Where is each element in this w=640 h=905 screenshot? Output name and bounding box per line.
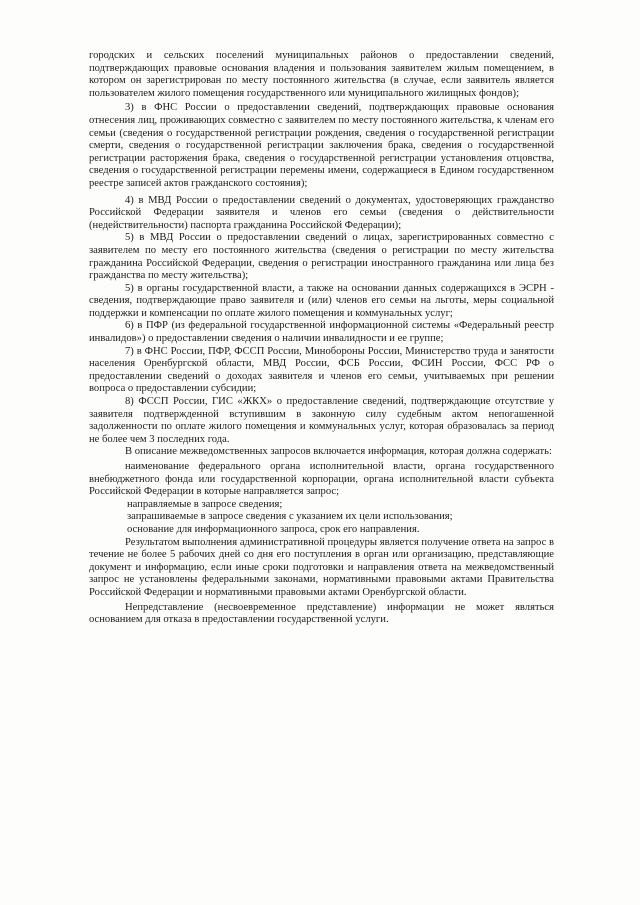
paragraph-item-8: 8) ФССП России, ГИС «ЖКХ» о предоставление сведений, подтверждающие отсутствие у заявителя подтвержденной вступившим в законную силу судебным актом непогашенной задолженности по оплате жилого помещения и коммунальных услуг, которая образовалась за период не более чем 3 последних года. xyxy=(89,396,554,445)
paragraph-item-5a: 5) в МВД России о предоставлении сведений о лицах, зарегистрированных совместно с заявителем по месту его постоянного жительства (сведения о регистрации по месту жительства гражданина Российской Федерации, сведения о регистрации иностранного гражданина или лица без гражданства по месту жительства); xyxy=(89,232,554,282)
paragraph-request-intro: В описание межведомственных запросов включается информация, которая должна содержать: xyxy=(125,446,552,458)
paragraph-non-submission: Непредставление (несвоевременное представление) информации не может являться основанием для отказа в предоставлении государственной услуги. xyxy=(89,601,554,626)
paragraph-item-7: 7) в ФНС России, ПФР, ФССП России, Минобороны России, Министерство труда и занятости населения Оренбургской области, МВД России, ФСБ России, ФСИН России, ФСС РФ о предоставлении сведений о доходах заявителя и членов его семьи, учитываемых при решении вопроса о предоставлении субсидии; xyxy=(89,345,554,395)
request-item-requested-data: запрашиваемые в запросе сведения с указанием их цели использования; xyxy=(127,511,453,523)
paragraph-request-authority: наименование федерального органа исполнительной власти, органа государственного внебюджетного фонда или государственной корпорации, органа исполнительной власти субъекта Российской Федерации в которые направляется запрос; xyxy=(89,461,554,498)
paragraph-result: Результатом выполнения административной процедуры является получение ответа на запрос в течение не более 5 рабочих дней со дня его поступления в орган или организацию, представляющие документ и информацию, если иные сроки подготовки и направления ответа на межведомственный запрос не установлены федеральными законами, нормативными правовыми актами Правительства Российской Федерации и нормативными правовыми актами Оренбургской области. xyxy=(89,536,554,598)
request-item-basis: основание для информационного запроса, срок его направления. xyxy=(127,523,420,535)
paragraph-item-6: 6) в ПФР (из федеральной государственной информационной системы «Федеральный реестр инвалидов») о предоставлении сведения о наличии инвалидности и ее группе; xyxy=(89,320,554,345)
paragraph-item-5b: 5) в органы государственной власти, а также на основании данных содержащихся в ЭСРН - сведения, подтверждающие право заявителя и (или) членов его семьи на льготы, меры социальной поддержки и компенсации по оплате жилого помещения и коммунальных услуг; xyxy=(89,282,554,319)
paragraph-continuation: городских и сельских поселений муниципальных районов о предоставлении сведений, подтверждающих правовые основания владения и пользования заявителем жилым помещением, в котором он зарегистрирован по месту постоянного жительства (в случае, если заявитель является пользователем жилого помещения государственного или муниципального жилищных фондов); xyxy=(89,50,554,99)
paragraph-item-4: 4) в МВД России о предоставлении сведений о документах, удостоверяющих гражданство Российской Федерации заявителя и членов его семьи (сведения о действительности (недействительности) паспорта гражданина Российской Федерации); xyxy=(89,194,554,231)
paragraph-item-3: 3) в ФНС России о предоставлении сведений, подтверждающих правовые основания отнесения лиц, проживающих совместно с заявителем по месту постоянного жительства, к членам его семьи (сведения о государственной регистрации рождения, сведения о государственной регистрации смерти, сведения о государственной регистрации заключения брака, сведения о государственной регистрации расторжения брака, сведения о государственной регистрации установления отцовства, сведения о государственной регистрации перемены имени, содержащиеся в Едином государственном реестре записей актов гражданского состояния); xyxy=(89,102,554,189)
request-item-sent-data: направляемые в запросе сведения; xyxy=(127,498,283,510)
